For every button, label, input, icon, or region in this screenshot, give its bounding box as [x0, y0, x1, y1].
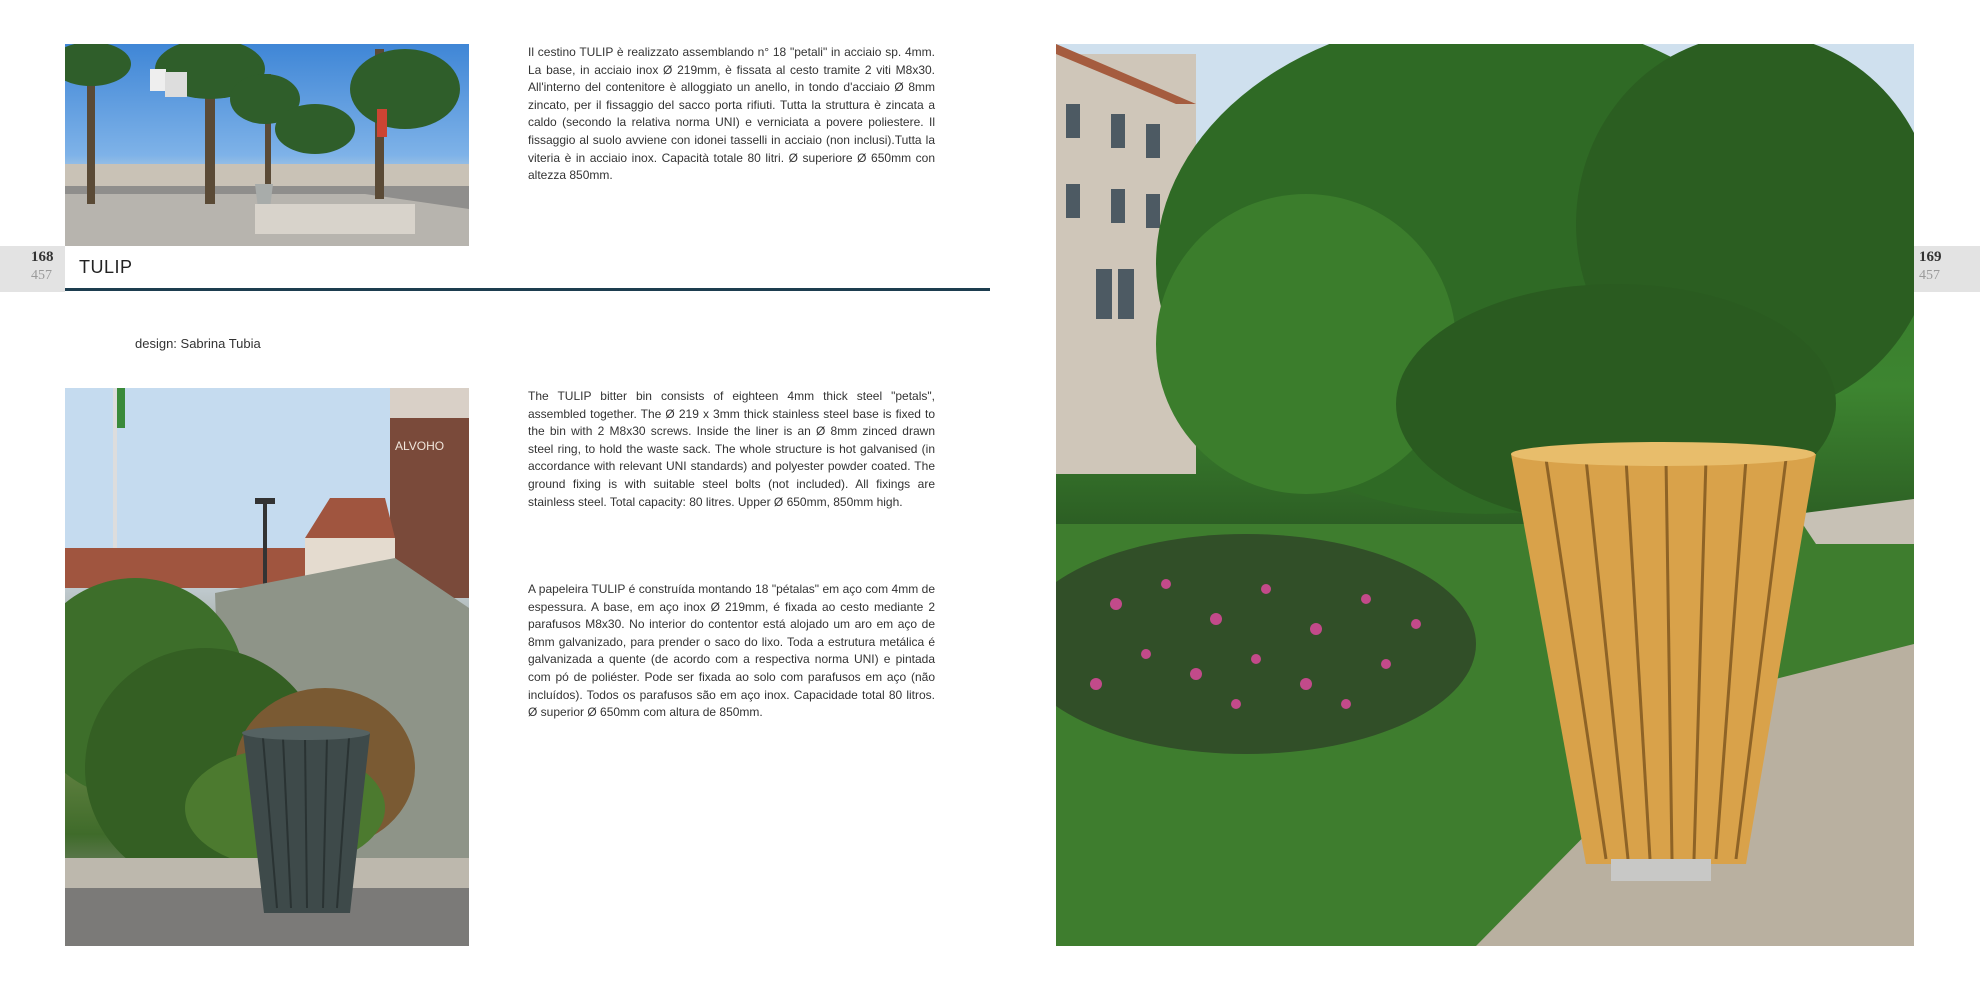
page-number-tab-right	[1914, 246, 1980, 292]
tower-sign-text: ALVOHO	[395, 439, 445, 453]
page-number-tab-left	[0, 246, 65, 292]
description-italian: Il cestino TULIP è realizzato assemblando n° 18 "petali" in acciaio sp. 4mm. La base, in acciaio inox Ø 219mm, è fissata al cesto tramite 2 viti M8x30. All'interno del contenitore è alloggiato un anello, in tondo d'acciaio Ø 8mm zincato, per il fissaggio del sacco porta rifiuti. Tutta la struttura è zincata a caldo (secondo la relativa norma UNI) e verniciata a povere poliestere. Il fissaggio al suolo avviene con idonei tasselli in acciaio (non inclusi).Tutta la viteria è in acciaio inox. Capacità totale 80 litri. Ø superiore Ø 650mm con altezza 850mm.	[528, 45, 935, 183]
garden-bin-photo-art	[1056, 44, 1914, 946]
page-number-left: 168	[31, 249, 54, 265]
description-portuguese: A papeleira TULIP é construída montando 18 "pétalas" em aço com 4mm de espessura. A base, em aço inox Ø 219mm, é fixada ao cesto mediante 2 parafusos M8x30. No interior do contentor está alojado um aro em aço de 8mm galvanizado, para prender o saco do lixo. Toda a estrutura metálica é galvanizada a quente (de acordo com a respectiva norma UNI) e pintada com pó de poliéster. Pode ser fixada ao solo com parafusos em aço (não incluídos). Todos os parafusos são em aço inox. Capacidade total 80 litros. Ø superior Ø 650mm com altura de 850mm.	[528, 582, 935, 720]
stairway-bin-photo-art	[65, 388, 469, 946]
title-divider	[65, 288, 990, 291]
stairway-bin-photo	[65, 388, 469, 946]
design-credit: design: Sabrina Tubia	[135, 336, 261, 351]
description-english: The TULIP bitter bin consists of eighteen 4mm thick steel "petals", assembled together. The Ø 219 x 3mm thick stainless steel base is fixed to the bin with 2 M8x30 screws. Inside the liner is an Ø 8mm zinced drawn steel ring, to hold the waste sack. The whole structure is hot galvanised (in accordance with relevant UNI standards) and polyester powder coated. The ground fixing is with suitable steel bolts (not included). All fixings are stainless steel. Total capacity: 80 litres. Upper Ø 650mm, 850mm high.	[528, 389, 935, 509]
garden-bin-photo	[1056, 44, 1914, 946]
promenade-photo-art	[65, 44, 469, 246]
promenade-photo	[65, 44, 469, 246]
page-total-left: 457	[31, 268, 52, 283]
page-number-right: 169	[1919, 249, 1942, 265]
page-total-right: 457	[1919, 268, 1940, 283]
product-title: TULIP	[79, 257, 133, 277]
